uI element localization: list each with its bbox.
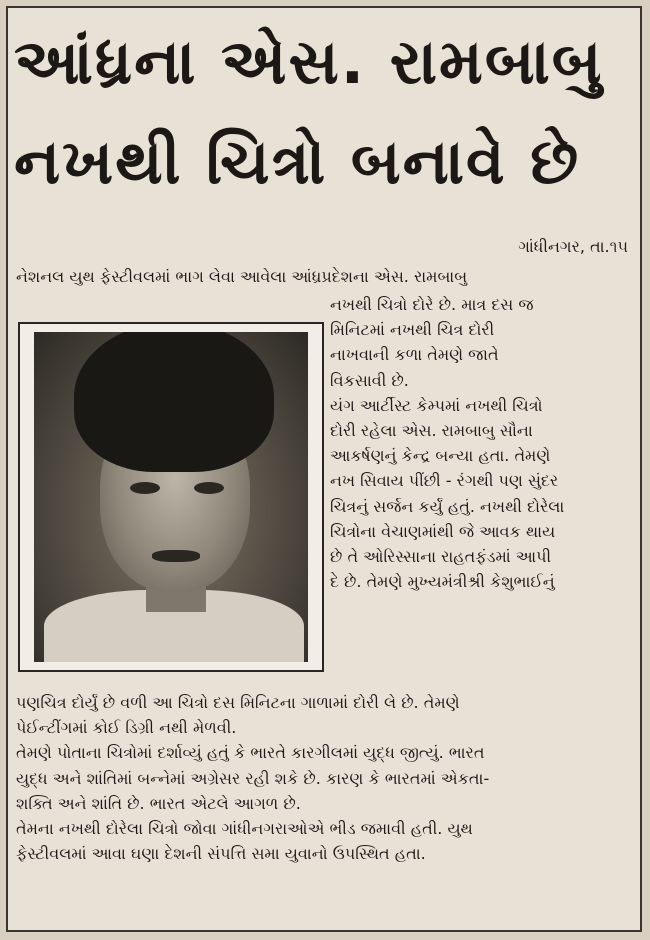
column-line: નખ સિવાય પીંછી - રંગથી પણ સુંદર <box>330 471 559 491</box>
column-line: દે છે. તેમણે મુખ્યમંત્રીશ્રી કેશુભાઈનું <box>330 572 555 592</box>
text-line: તેમના નખથી દોરેલા ચિત્રો જોવા ગાંધીનગરાઓએ ભીડ જમાવી હતી. યુથ <box>16 819 473 839</box>
headline <box>14 12 634 212</box>
text-line: શક્તિ અને શાંતિ છે. ભારત એટલે આગળ છે. <box>16 793 301 813</box>
text-line: પણચિત્ર દોર્યું છે વળી આ ચિત્રો દસ મિનિટના ગાળામાં દોરી લે છે. તેમણે <box>16 693 460 712</box>
column-line: આકર્ષણનું કેન્દ્ર બન્યા હતા. તેમણે <box>330 446 551 466</box>
column-line: નખથી ચિત્રો દોરે છે. માત્ર દસ જ <box>330 295 534 314</box>
dateline: ગાંધીનગર, તા.૧૫ <box>518 237 628 256</box>
headline-line-2: નખથી ચિત્રો બનાવે છે <box>14 125 581 198</box>
text-line: યુદ્ધ અને શાંતિમાં બન્નેમાં અગ્રેસર રહી શકે છે. કારણ કે ભારતમાં એકતા- <box>16 768 490 788</box>
column-line: નાખવાની કળા તેમણે જાતે <box>330 345 499 365</box>
column-line: ચિત્રનું સર્જન કર્યું હતું. નખથી દોરેલા <box>330 496 565 516</box>
text-line: પેઈન્ટીંગમાં કોઈ ડિગ્રી નથી મેળવી. <box>16 718 237 738</box>
portrait-photo-frame <box>18 322 324 672</box>
side-column <box>330 292 630 594</box>
column-line: મિનિટમાં નખથી ચિત્ર દોરી <box>330 320 495 340</box>
column-line: છે તે ઓરિસ્સાના રાહતફંડમાં આપી <box>330 547 552 567</box>
full-width-text <box>16 690 634 866</box>
column-line: દોરી રહેલા એસ. રામબાબુ સૌના <box>330 421 533 441</box>
paragraph-lead: નેશનલ યુથ ફેસ્ટીવલમાં ભાગ લેવા આવેલા આંધ્રપ્રદેશના એસ. રામબાબુ <box>16 267 468 286</box>
portrait-photo <box>34 332 308 662</box>
headline-line-1: આંધ્રના એસ. રામબાબુ <box>14 25 604 98</box>
column-line: ચિત્રોના વેચાણમાંથી જે આવક થાય <box>330 521 556 541</box>
column-line: યંગ આર્ટીસ્ટ કેમ્પમાં નખથી ચિત્રો <box>330 395 543 415</box>
text-line: તેમણે પોતાના ચિત્રોમાં દર્શાવ્યું હતું કે ભારતે કારગીલમાં યુદ્ધ જીત્યું. ભારત <box>16 743 485 763</box>
column-line: વિકસાવી છે. <box>330 370 409 390</box>
text-line: ફેસ્ટીવલમાં આવા ઘણા દેશની સંપત્તિ સમા યુવાનો ઉપસ્થિત હતા. <box>16 844 426 864</box>
